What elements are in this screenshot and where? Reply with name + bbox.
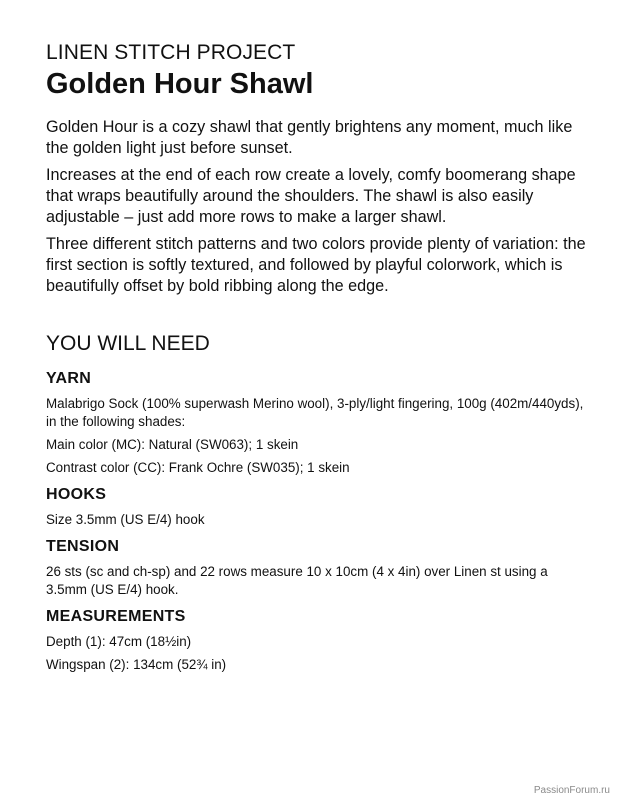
tension-heading: TENSION <box>46 538 120 555</box>
you-will-need-heading: YOU WILL NEED <box>46 332 210 355</box>
page-title: Golden Hour Shawl <box>46 68 314 100</box>
watermark-text: PassionForum.ru <box>533 785 610 796</box>
intro-paragraph: Three different stitch patterns and two colors provide plenty of variation: the first section is softly textured, and followed by playful colorwork, which is beautifully offset by bold ribbing along the edge. <box>46 235 586 295</box>
tension-line: 26 sts (sc and ch-sp) and 22 rows measure 10 x 10cm (4 x 4in) over Linen st using a 3.5mm (US E/4) hook. <box>46 564 548 597</box>
yarn-line: Malabrigo Sock (100% superwash Merino wool), 3-ply/light fingering, 100g (402m/440yds), in the following shades: <box>46 396 584 429</box>
measurements-heading: MEASUREMENTS <box>46 608 186 625</box>
intro-text <box>46 117 586 303</box>
materials-list <box>46 368 586 679</box>
project-kicker: LINEN STITCH PROJECT <box>46 41 296 64</box>
yarn-line: Main color (MC): Natural (SW063); 1 skein <box>46 437 299 452</box>
yarn-line: Contrast color (CC): Frank Ochre (SW035); 1 skein <box>46 460 350 475</box>
intro-paragraph: Golden Hour is a cozy shawl that gently brightens any moment, much like the golden light just before sunset. <box>46 118 573 157</box>
intro-paragraph: Increases at the end of each row create a lovely, comfy boomerang shape that wraps beautifully around the shoulders. The shawl is also easily adjustable – just add more rows to make a larger shawl. <box>46 166 576 226</box>
yarn-heading: YARN <box>46 370 92 387</box>
measurement-line: Wingspan (2): 134cm (52¾ in) <box>46 657 227 672</box>
hooks-heading: HOOKS <box>46 486 107 503</box>
hooks-line: Size 3.5mm (US E/4) hook <box>46 512 205 527</box>
measurement-line: Depth (1): 47cm (18½in) <box>46 634 192 649</box>
